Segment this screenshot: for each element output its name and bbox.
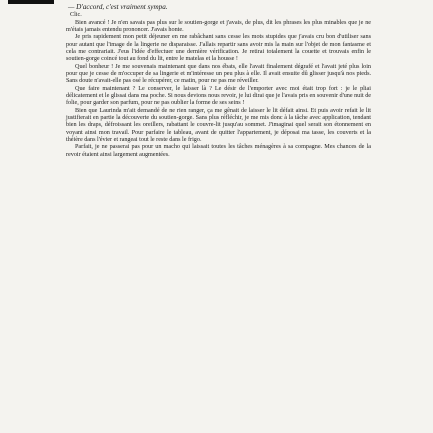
- paragraph: Que faire maintenant ? Le conserver, le laisser là ? Le désir de l'emporter avec moi était trop fort : je le pliai délicatement et le glissai dans ma poche. Si nous devions nous revoir, je lui dirai que je l'avais pris en souvenir d'une nuit de folie, pour garder son parfum, pour ne pas oublier la forme de ses seins !: [66, 84, 371, 107]
- paragraph: Je pris rapidement mon petit déjeuner en me rabâchant sans cesse les mots stupides que j'avais cru bon d'utiliser sans pour autant que l'image de la lingerie ne disparaisse. J'allais repartir sans avoir mis la main sur l'objet de mon fantasme et cela me contrariait. J'eus l'idée d'effectuer une dernière vérification. Je retirai totalement la couette et trouvais enfin le soutien-gorge coincé tout au fond du lit, entre le matelas et la housse !: [66, 33, 371, 63]
- dialogue-line: — D'accord, c'est vraiment sympa.: [68, 3, 168, 11]
- paragraph: Quel bonheur ! Je me souvenais maintenant que dans nos ébats, elle l'avait finalement dégrafé et l'avait jeté plus loin pour que je cesse de m'occuper de sa lingerie et m'intéresse un peu plus à elle. Il avait ensuite dû glisser jusqu'à nos pieds. Sans doute n'avait-elle pas osé le récupérer, ce matin, pour ne pas me réveiller.: [66, 62, 371, 85]
- paragraph: Bien que Laurinda m'ait demandé de ne rien ranger, ça me gênait de laisser le lit défait ainsi. Et puis avoir refait le lit justifierait en partie la découverte du soutien-gorge. Sans plus réfléchir, je me mis donc à la tâche avec application, tendant bien les draps, défroissant les oreillers, rabattant le couvre-lit jusqu'au sommet. J'imaginai quel serait son étonnement en voyant ainsi mon travail. Pour parfaire le tableau, avant de quitter l'appartement, je déposai ma tasse, les couverts et la théière dans l'évier et rangeai tout le reste dans le frigo.: [66, 106, 371, 144]
- page-top-rule: [8, 0, 54, 4]
- text-body: [66, 3, 371, 158]
- paragraph: Clic.: [70, 11, 82, 19]
- paragraph: Parfait, je ne passerai pas pour un macho qui laissait toutes les tâches ménagères à sa compagne. Mes chances de la revoir étaient ainsi largement augmentées.: [66, 143, 371, 158]
- paragraph: Bien avancé ! Je n'en savais pas plus sur le soutien-gorge et j'avais, de plus, dit les phrases les plus minables que je ne m'étais jamais entendu prononcer. J'avais honte.: [66, 18, 371, 33]
